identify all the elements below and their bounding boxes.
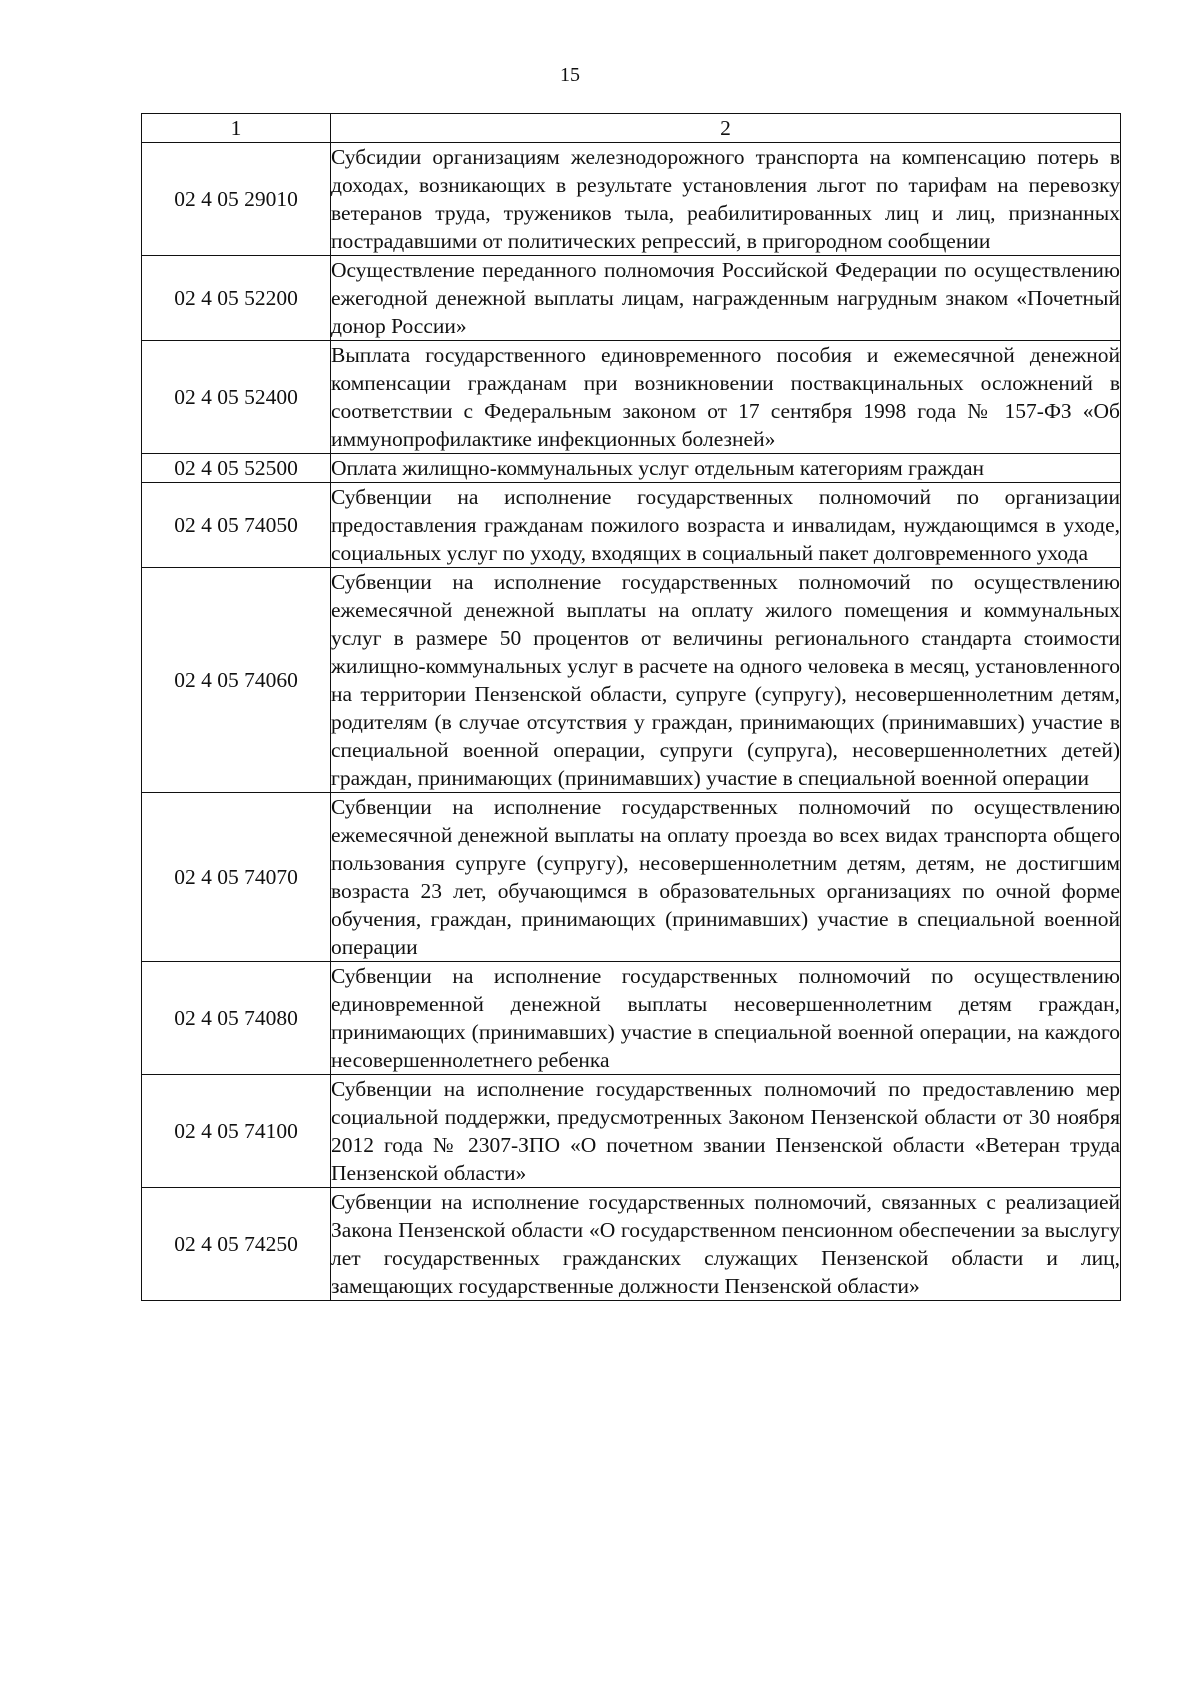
row-code: 02 4 05 74080 [142,962,331,1075]
table-row [142,341,1121,454]
table-row [142,454,1121,483]
row-code: 02 4 05 74050 [142,483,331,568]
row-code: 02 4 05 74250 [142,1188,331,1301]
page-number: 15 [560,64,580,86]
row-code: 02 4 05 52200 [142,256,331,341]
table-row [142,568,1121,793]
row-description: Субвенции на исполнение государственных полномочий по осуществлению ежемесячной денежной выплаты на оплату жилого помещения и коммунальных услуг в размере 50 процентов от величины регионального стандарта стоимости жилищно-коммунальных услуг в расчете на одного человека в месяц, установленного на территории Пензенской области, супруге (супругу), несовершеннолетним детям, родителям (в случае отсутствия у граждан, принимающих (принимавших) участие в специальной военной операции, супруги (супруга), несовершеннолетних детей) граждан, принимающих (принимавших) участие в специальной военной операции [331,568,1121,793]
column-header-code: 1 [142,114,331,143]
row-code: 02 4 05 29010 [142,143,331,256]
row-code: 02 4 05 74060 [142,568,331,793]
row-code: 02 4 05 74100 [142,1075,331,1188]
table-row [142,143,1121,256]
table-row [142,483,1121,568]
row-description: Субсидии организациям железнодорожного транспорта на компенсацию потерь в доходах, возникающих в результате установления льгот по тарифам на перевозку ветеранов труда, тружеников тыла, реабилитированных лиц и лиц, признанных пострадавшими от политических репрессий, в пригородном сообщении [331,143,1121,256]
row-code: 02 4 05 52400 [142,341,331,454]
row-description: Оплата жилищно-коммунальных услуг отдельным категориям граждан [331,454,1121,483]
row-description: Осуществление переданного полномочия Российской Федерации по осуществлению ежегодной денежной выплаты лицам, награжденным нагрудным знаком «Почетный донор России» [331,256,1121,341]
row-code: 02 4 05 52500 [142,454,331,483]
row-description: Субвенции на исполнение государственных полномочий по организации предоставления гражданам пожилого возраста и инвалидам, нуждающимся в уходе, социальных услуг по уходу, входящих в социальный пакет долговременного ухода [331,483,1121,568]
row-description: Субвенции на исполнение государственных полномочий по осуществлению ежемесячной денежной выплаты на оплату проезда во всех видах транспорта общего пользования супруге (супругу), несовершеннолетним детям, детям, не достигшим возраста 23 лет, обучающимся в образовательных организациях по очной форме обучения, граждан, принимающих (принимавших) участие в специальной военной операции [331,793,1121,962]
table-row [142,962,1121,1075]
table-row [142,1075,1121,1188]
row-description: Выплата государственного единовременного пособия и ежемесячной денежной компенсации гражданам при возникновении поствакцинальных осложнений в соответствии с Федеральным законом от 17 сентября 1998 года № 157-ФЗ «Об иммунопрофилактике инфекционных болезней» [331,341,1121,454]
row-code: 02 4 05 74070 [142,793,331,962]
table-row [142,793,1121,962]
table-header-row [142,114,1121,143]
budget-code-table [141,113,1121,1301]
row-description: Субвенции на исполнение государственных полномочий по предоставлению мер социальной поддержки, предусмотренных Законом Пензенской области от 30 ноября 2012 года № 2307-ЗПО «О почетном звании Пензенской области «Ветеран труда Пензенской области» [331,1075,1121,1188]
row-description: Субвенции на исполнение государственных полномочий по осуществлению единовременной денежной выплаты несовершеннолетним детям граждан, принимающих (принимавших) участие в специальной военной операции, на каждого несовершеннолетнего ребенка [331,962,1121,1075]
column-header-description: 2 [331,114,1121,143]
row-description: Субвенции на исполнение государственных полномочий, связанных с реализацией Закона Пензенской области «О государственном пенсионном обеспечении за выслугу лет государственных гражданских служащих Пензенской области и лиц, замещающих государственные должности Пензенской области» [331,1188,1121,1301]
table-row [142,1188,1121,1301]
table-row [142,256,1121,341]
